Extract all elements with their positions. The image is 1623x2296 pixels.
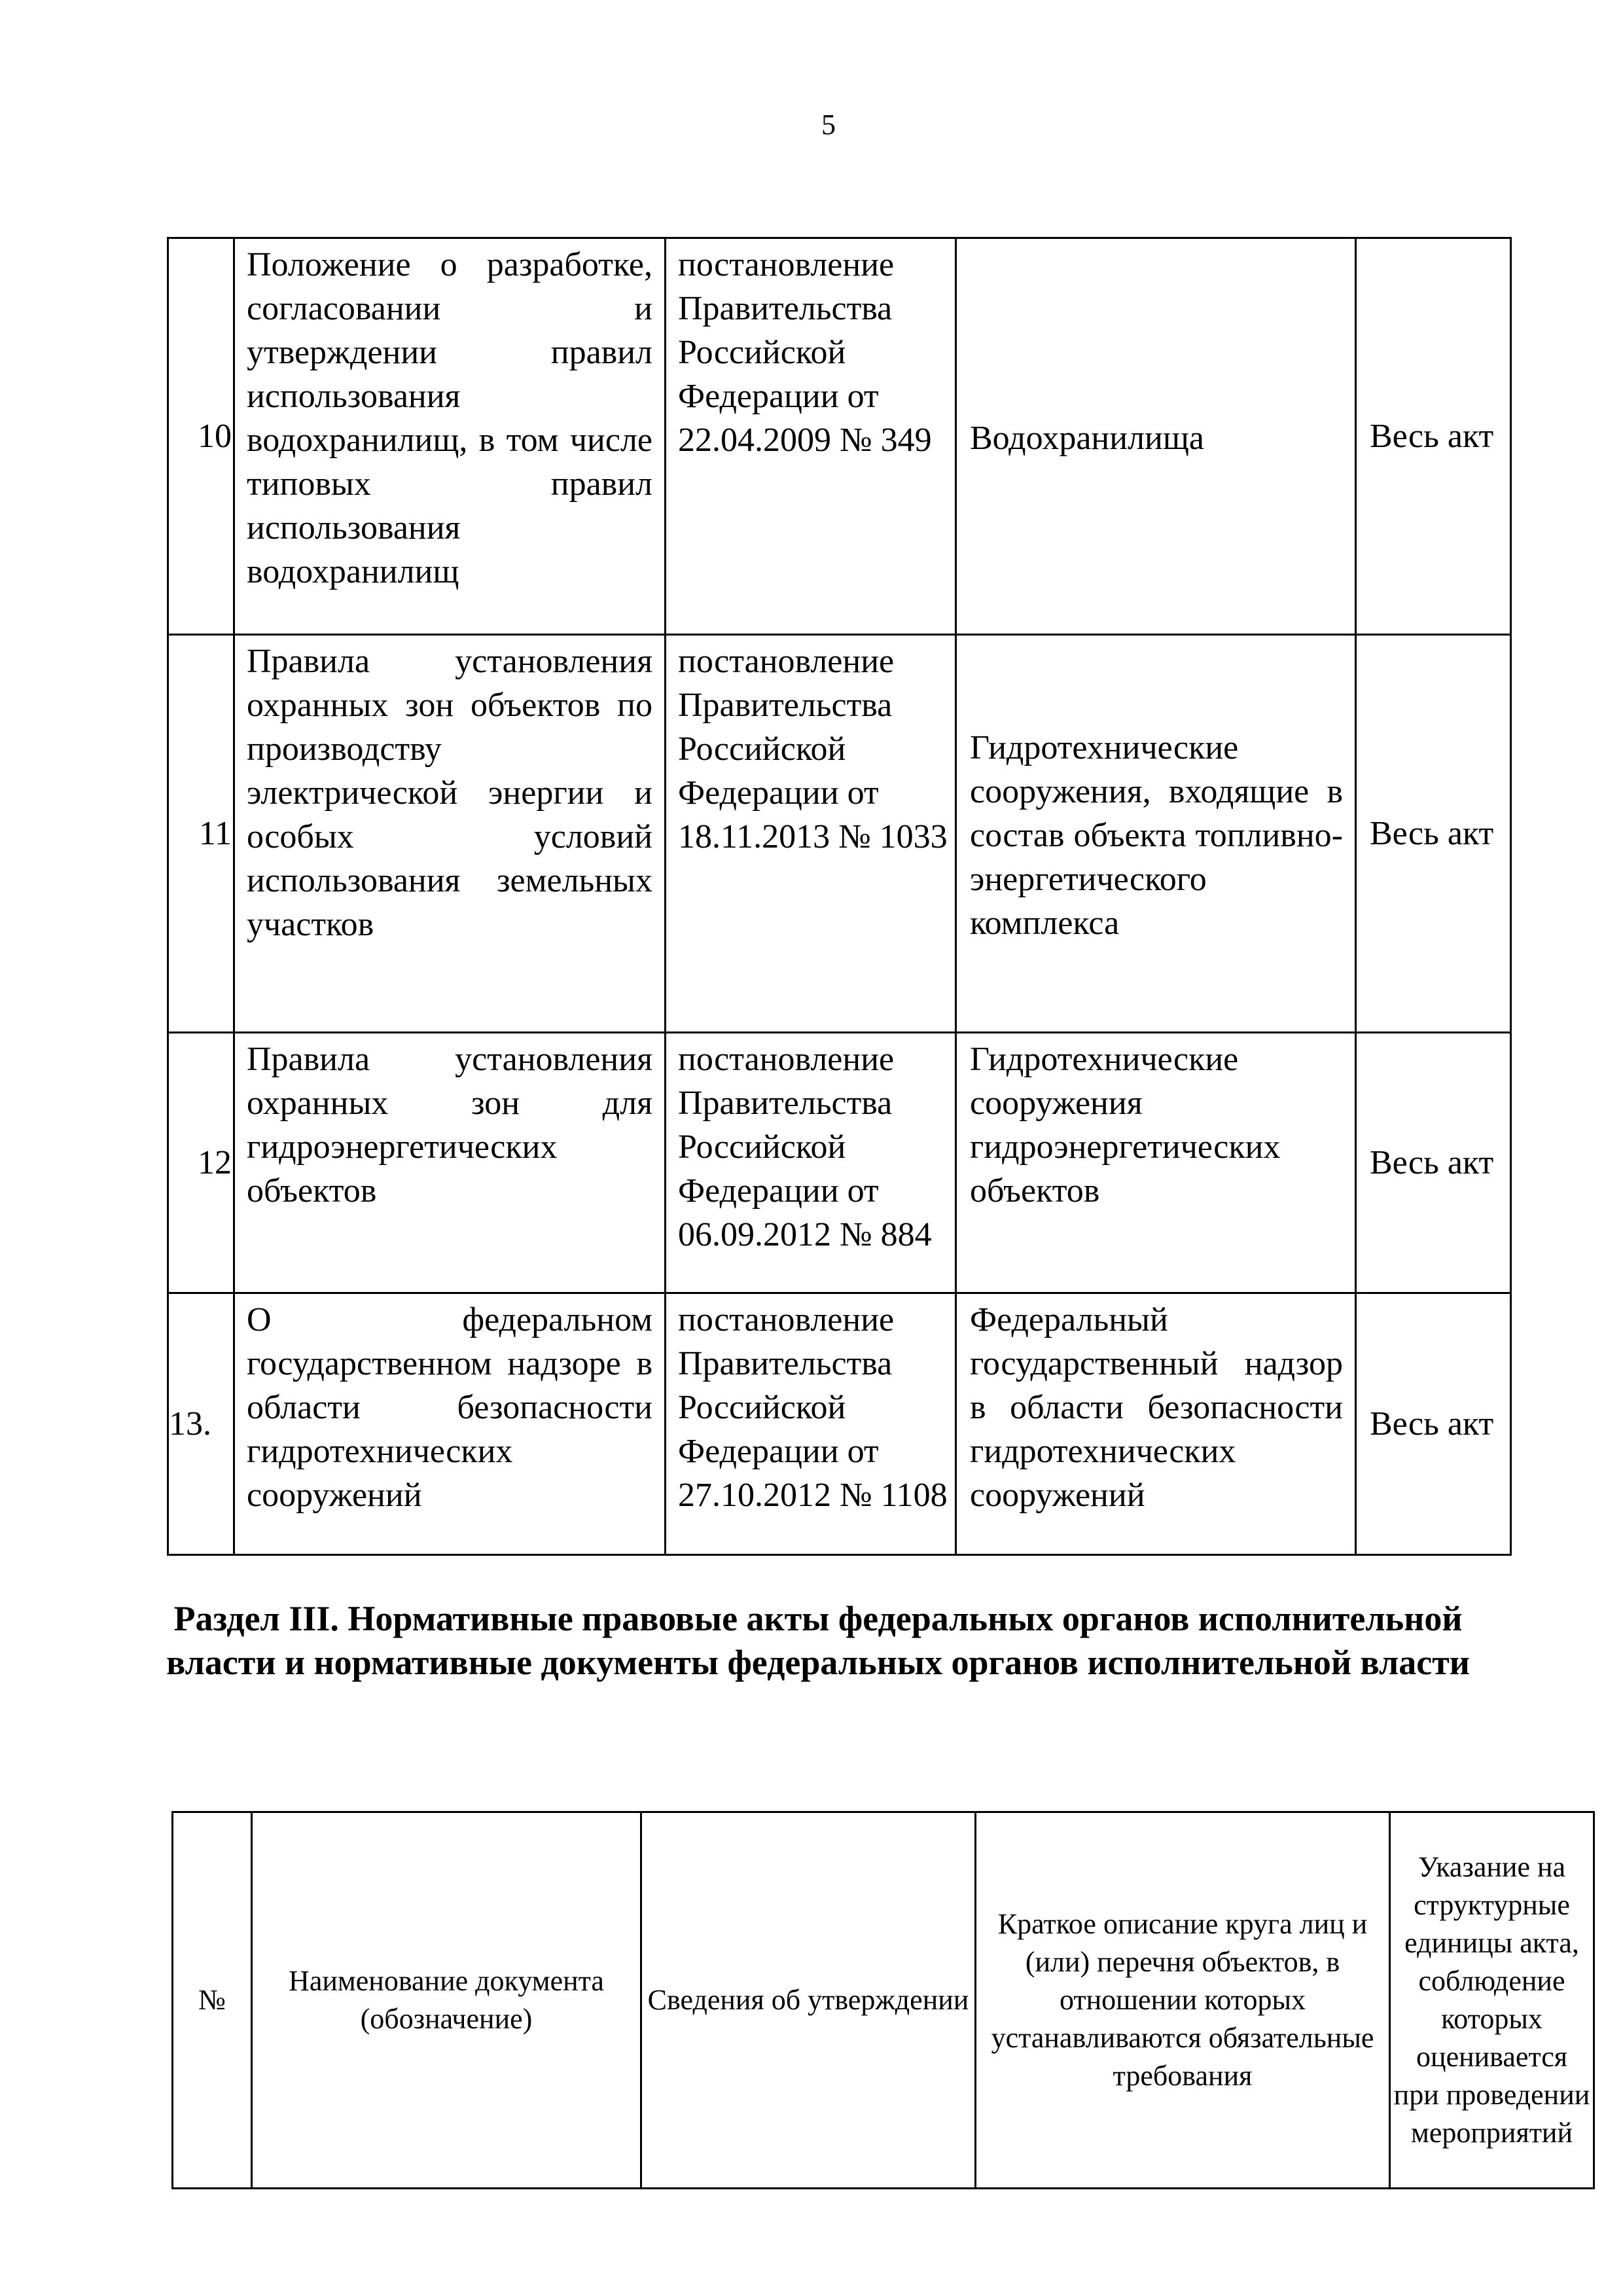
table-row <box>168 1293 1511 1555</box>
structural-units: Весь акт <box>1356 238 1511 635</box>
row-number: 10 <box>168 238 234 635</box>
header-number: № <box>173 1812 252 2189</box>
act-name: Положение о разработке, согласовании и утверждении правил использования водохранилищ, в том числе типовых правил использования водохранилищ <box>234 238 666 635</box>
approval-info: постановление Правительства Российской Федерации от 27.10.2012 № 1108 <box>666 1293 956 1555</box>
approval-info: постановление Правительства Российской Федерации от 22.04.2009 № 349 <box>666 238 956 635</box>
row-number: 11 <box>168 635 234 1033</box>
table-row <box>168 635 1511 1033</box>
table-header-row <box>173 1812 1594 2189</box>
act-name: О федеральном государственном надзоре в области безопасности гидротехнических сооружений <box>234 1293 666 1555</box>
approval-info: постановление Правительства Российской Федерации от 18.11.2013 № 1033 <box>666 635 956 1033</box>
section-title: Раздел III. Нормативные правовые акты федеральных органов исполнительной власти и нормативные документы федеральных органов исполнительной власти <box>166 1599 1470 1682</box>
legal-acts-table-continuation <box>167 237 1512 1556</box>
table-row <box>168 238 1511 635</box>
table-row <box>168 1033 1511 1293</box>
act-name: Правила установления охранных зон объектов по производству электрической энергии и особых условий использования земельных участков <box>234 635 666 1033</box>
regulated-objects: Водохранилища <box>956 238 1356 635</box>
row-number: 13. <box>168 1293 234 1555</box>
row-number: 12 <box>168 1033 234 1293</box>
regulated-objects: Гидротехнические сооружения гидроэнергетических объектов <box>956 1033 1356 1293</box>
header-approval: Сведения об утверждении <box>641 1812 976 2189</box>
structural-units: Весь акт <box>1356 1293 1511 1555</box>
header-document-name: Наименование документа (обозначение) <box>252 1812 641 2189</box>
act-name: Правила установления охранных зон для гидроэнергетических объектов <box>234 1033 666 1293</box>
structural-units: Весь акт <box>1356 1033 1511 1293</box>
regulated-objects: Федеральный государственный надзор в области безопасности гидротехнических сооружений <box>956 1293 1356 1555</box>
header-structural-units: Указание на структурные единицы акта, соблюдение которых оценивается при проведении мероприятий <box>1390 1812 1594 2189</box>
header-description: Краткое описание круга лиц и (или) перечня объектов, в отношении которых устанавливаются обязательные требования <box>976 1812 1390 2189</box>
approval-info: постановление Правительства Российской Федерации от 06.09.2012 № 884 <box>666 1033 956 1293</box>
federal-acts-table <box>171 1811 1595 2189</box>
page-number: 5 <box>821 109 836 141</box>
regulated-objects: Гидротехнические сооружения, входящие в состав объекта топливно-энергетического комплекса <box>956 635 1356 1033</box>
structural-units: Весь акт <box>1356 635 1511 1033</box>
